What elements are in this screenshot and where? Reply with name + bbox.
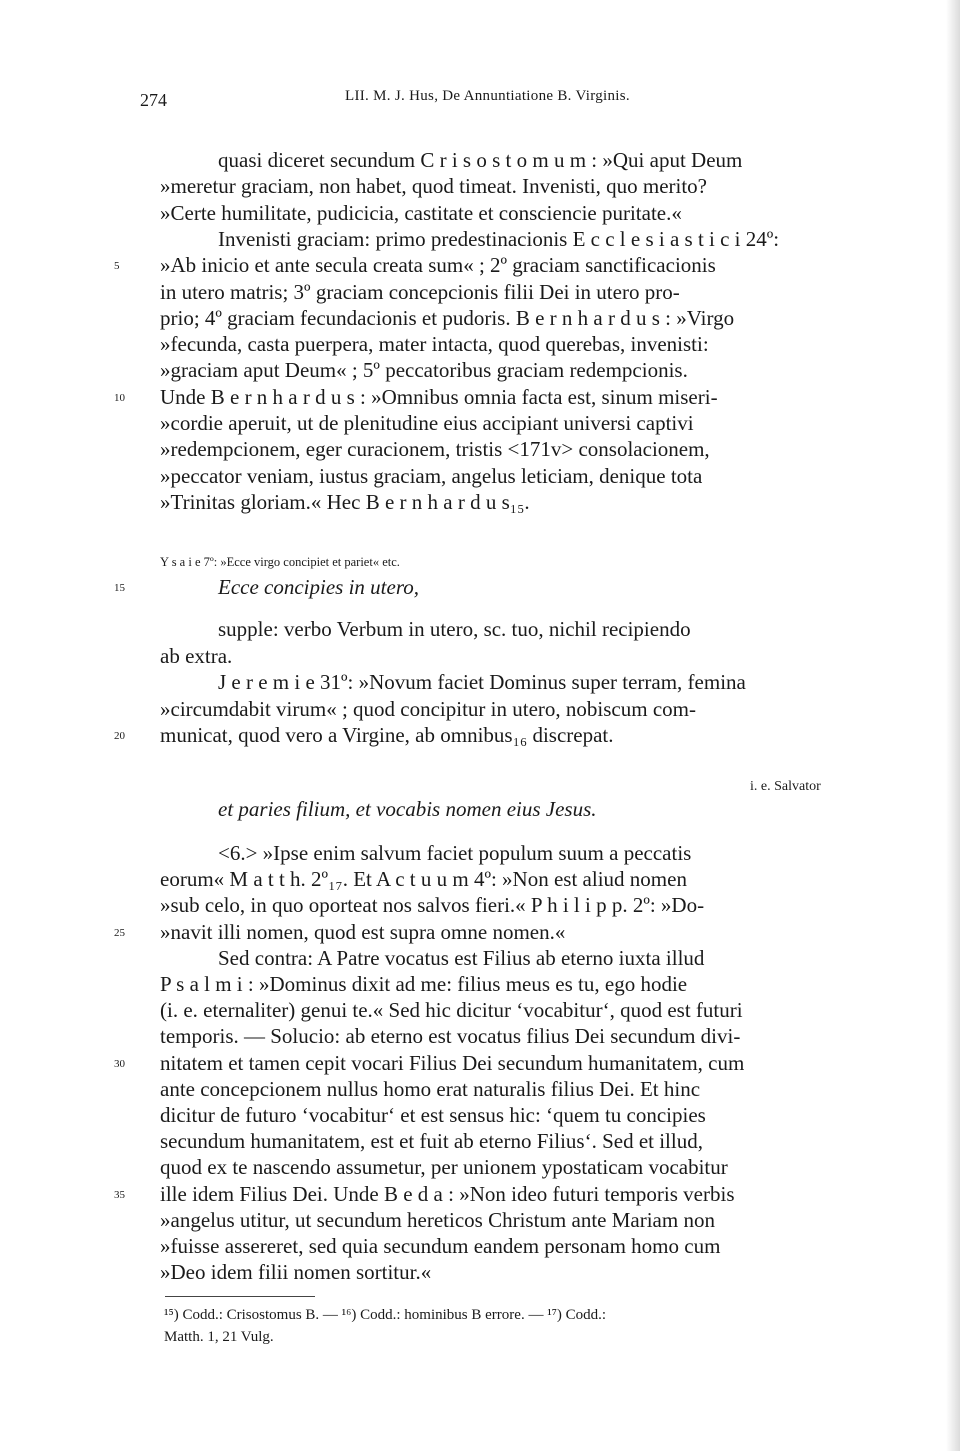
text-line-content: »Trinitas gloriam.« Hec B e r n h a r d u s₁₅. bbox=[160, 489, 530, 514]
text-line bbox=[0, 489, 960, 519]
text-line-content: Sed contra: A Patre vocatus est Filius ab eterno iuxta illud bbox=[218, 945, 705, 970]
text-line-content: »navit illi nomen, quod est supra omne nomen.« bbox=[160, 919, 566, 944]
line-number: 20 bbox=[114, 730, 125, 742]
lemma-line bbox=[0, 574, 960, 604]
text-line-content: Unde B e r n h a r d u s : »Omnibus omnia facta est, sinum miseri- bbox=[160, 384, 718, 409]
text-line-content: P s a l m i : »Dominus dixit ad me: filius meus es tu, ego hodie bbox=[160, 972, 688, 996]
running-title: LII. M. J. Hus, De Annuntiatione B. Virginis. bbox=[345, 88, 630, 104]
line-number: 25 bbox=[114, 926, 125, 939]
text-line-content: »Deo idem filii nomen sortitur.« bbox=[160, 1260, 432, 1285]
text-line-content: »circumdabit virum« ; quod concipitur in utero, nobiscum com- bbox=[160, 696, 696, 721]
text-line-content: »fuisse assereret, sed quia secundum eandem personam homo cum bbox=[160, 1234, 721, 1258]
line-number: 35 bbox=[114, 1188, 125, 1201]
text-line-content: secundum humanitatem, est et fuit ab eterno Filius‘. Sed et illud, bbox=[160, 1129, 703, 1154]
text-line-content: <6.> »Ipse enim salvum faciet populum suum a peccatis bbox=[218, 841, 692, 865]
citation-isaiah: Y s a i e 7º: »Ecce virgo concipiet et pariet« etc. bbox=[160, 555, 400, 569]
text-line-content: »peccator veniam, iustus graciam, angelus leticiam, denique tota bbox=[160, 463, 703, 488]
text-line bbox=[0, 669, 960, 699]
text-line bbox=[0, 616, 960, 646]
text-line-content: »graciam aput Deum« ; 5º peccatoribus graciam redempcionis. bbox=[160, 358, 688, 383]
text-line-content: prio; 4º graciam fecundacionis et pudoris. B e r n h a r d u s : »Virgo bbox=[160, 305, 735, 330]
footnote-rule bbox=[165, 1296, 315, 1297]
text-line-content: J e r e m i e 31º: »Novum faciet Dominus super terram, femina bbox=[218, 670, 746, 694]
text-line-content: in utero matris; 3º graciam concepcionis filii Dei in utero pro- bbox=[160, 279, 680, 304]
text-line-content: dicitur de futuro ‘vocabitur‘ et est sensus hic: ‘quem tu concipies bbox=[160, 1103, 706, 1127]
text-line bbox=[0, 722, 960, 752]
footnote-line-1: ¹⁵) Codd.: Crisostomus B. — ¹⁶) Codd.: hominibus B errore. — ¹⁷) Codd.: bbox=[164, 1307, 607, 1323]
line-number: 15 bbox=[114, 582, 125, 594]
lemma-line-2 bbox=[0, 796, 960, 826]
page-header bbox=[0, 84, 960, 114]
lemma-et-paries: et paries filium, et vocabis nomen eius Jesus. bbox=[218, 797, 597, 821]
text-line-content: ab extra. bbox=[160, 643, 233, 668]
text-line-content: »sub celo, in quo oporteat nos salvos fieri.« P h i l i p p. 2º: »Do- bbox=[160, 893, 705, 918]
text-line-content: (i. e. eternaliter) genui te.« Sed hic dicitur ‘vocabitur‘, quod est futuri bbox=[160, 998, 743, 1023]
text-line-content: municat, quod vero a Virgine, ab omnibus₁₆ discrepat. bbox=[160, 723, 614, 747]
text-line bbox=[0, 696, 960, 726]
text-line-content: ante concepcionem nullus homo erat naturalis filius Dei. Et hinc bbox=[160, 1076, 701, 1101]
page-number: 274 bbox=[140, 90, 167, 110]
text-line-content: ille idem Filius Dei. Unde B e d a : »Non ideo futuri temporis verbis bbox=[160, 1181, 735, 1206]
text-line-content: »angelus utitur, ut secundum hereticos Christum ante Mariam non bbox=[160, 1207, 715, 1232]
interlinear-gloss: i. e. Salvator bbox=[750, 779, 821, 794]
text-line bbox=[0, 643, 960, 673]
text-line-content: Invenisti graciam: primo predestinacionis E c c l e s i a s t i c i 24º: bbox=[218, 226, 780, 251]
text-line-content: »Certe humilitate, pudicicia, castitate et consciencie puritate.« bbox=[160, 200, 682, 225]
text-line-content: »meretur graciam, non habet, quod timeat. Invenisti, quo merito? bbox=[160, 174, 708, 199]
line-number: 30 bbox=[114, 1057, 125, 1070]
text-line-content: »redempcionem, eger curacionem, tristis <171v> consolacionem, bbox=[160, 437, 710, 462]
text-line-content: »cordie aperuit, ut de plenitudine eius accipiant universi captivi bbox=[160, 411, 694, 435]
text-line-content: nitatem et tamen cepit vocari Filius Dei secundum humanitatem, cum bbox=[160, 1050, 745, 1075]
text-line bbox=[0, 1259, 960, 1289]
text-line-content: temporis. — Solucio: ab eterno est vocatus filius Dei secundum divi- bbox=[160, 1024, 741, 1049]
text-line-content: »fecunda, casta puerpera, mater intacta, quod querebas, invenisti: bbox=[160, 332, 709, 357]
lemma-ecce-concipies: Ecce concipies in utero, bbox=[218, 575, 419, 599]
text-line-content: quod ex te nascendo assumetur, per unionem ypostaticam vocabitur bbox=[160, 1155, 728, 1180]
text-line-content: »Ab inicio et ante secula creata sum« ; 2º graciam sanctificacionis bbox=[160, 253, 716, 278]
footnote-line-2: Matth. 1, 21 Vulg. bbox=[164, 1329, 274, 1345]
line-number: 5 bbox=[114, 260, 120, 273]
text-line-content: eorum« M a t t h. 2º₁₇. Et A c t u u m 4º: »Non est aliud nomen bbox=[160, 867, 687, 892]
line-number: 10 bbox=[114, 391, 125, 404]
text-line-content: supple: verbo Verbum in utero, sc. tuo, nichil recipiendo bbox=[218, 617, 691, 641]
text-line-content: quasi diceret secundum C r i s o s t o m u m : »Qui aput Deum bbox=[218, 148, 743, 172]
